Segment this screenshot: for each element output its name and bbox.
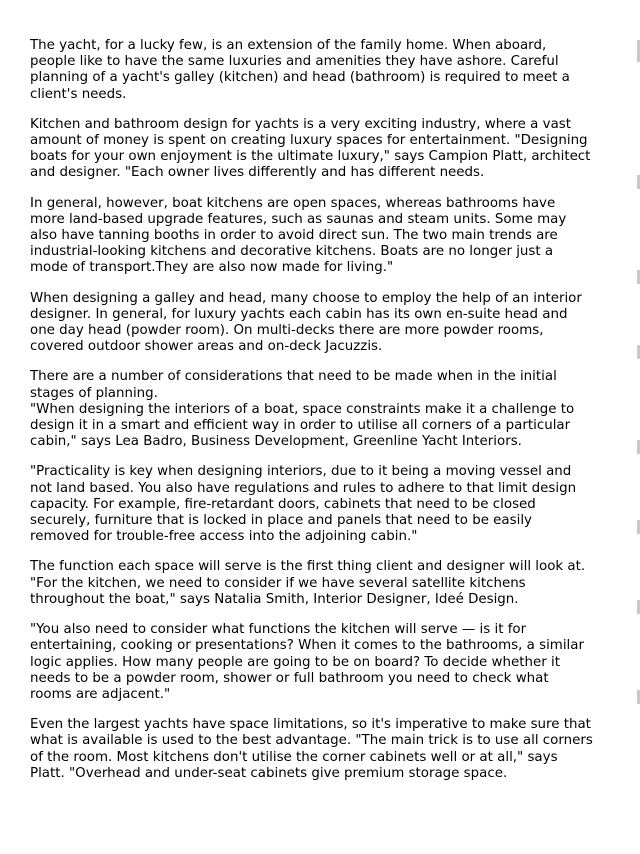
paragraph-satellite-kitchens-quote: "For the kitchen, we need to consider if we have several satellite kitchens throughout the boat," says Natalia Smith, Interior Designer, Ideé Design.	[30, 575, 526, 607]
paragraph-space-constraints-quote: "When designing the interiors of a boat, space constraints make it a challenge to design it in a smart and efficient way in order to utilise all corners of a particular cabin," says Lea Badro, Business Development, Greenline Yacht Interiors.	[30, 401, 575, 450]
document-body	[30, 38, 594, 796]
paragraph-yacht-intro: The yacht, for a lucky few, is an extension of the family home. When aboard, people like to have the same luxuries and amenities they have ashore. Careful planning of a yacht's galley (kitchen) and head (bathroom) is required to meet a client's needs.	[30, 38, 570, 102]
paragraph-considerations: There are a number of considerations that need to be made when in the initial stages of planning.	[30, 369, 557, 401]
paragraph-practicality-quote: "Practicality is key when designing interiors, due to it being a moving vessel and not land based. You also have regulations and rules to adhere to that limit design capacity. For example, fire-retardant doors, cabinets that need to be closed securely, furniture that is locked in place and panels that need to be easily removed for trouble-free access into the adjoining cabin."	[30, 464, 577, 545]
paragraph-space-limitations: Even the largest yachts have space limitations, so it's imperative to make sure that what is available is used to the best advantage. "The main trick is to use all corners of the room. Most kitchens don't utilise the corner cabinets well or at all," says Platt. "Overhead and under-seat cabinets give premium storage space.	[30, 717, 593, 781]
paragraph-interior-designer: When designing a galley and head, many choose to employ the help of an interior designer. In general, for luxury yachts each cabin has its own en-suite head and one day head (powder room). On multi-decks there are more powder rooms, covered outdoor shower areas and on-deck Jacuzzis.	[30, 290, 582, 355]
paragraph-kitchen-functions-quote: "You also need to consider what functions the kitchen will serve — is it for entertaining, cooking or presentations? When it comes to the bathrooms, a similar logic applies. How many people are going to be on board? To decide whether it needs to be a powder room, shower or full bathroom you need to check what rooms are adjacent."	[30, 622, 584, 702]
paragraph-function: The function each space will serve is the first thing client and designer will look at.	[30, 559, 586, 575]
paragraph-boat-kitchens: In general, however, boat kitchens are open spaces, whereas bathrooms have more land-based upgrade features, such as saunas and steam units. Some may also have tanning booths in order to avoid direct sun. The two main trends are industrial-looking kitchens and decorative kitchens. Boats are no longer just a mode of transport.They are also now made for living."	[30, 195, 567, 276]
paragraph-design-industry: Kitchen and bathroom design for yachts is a very exciting industry, where a vast amount of money is spent on creating luxury spaces for entertainment. "Designing boats for your own enjoyment is the ultimate luxury," says Campion Platt, architect and designer. "Each owner lives differently and has different needs.	[30, 116, 591, 181]
